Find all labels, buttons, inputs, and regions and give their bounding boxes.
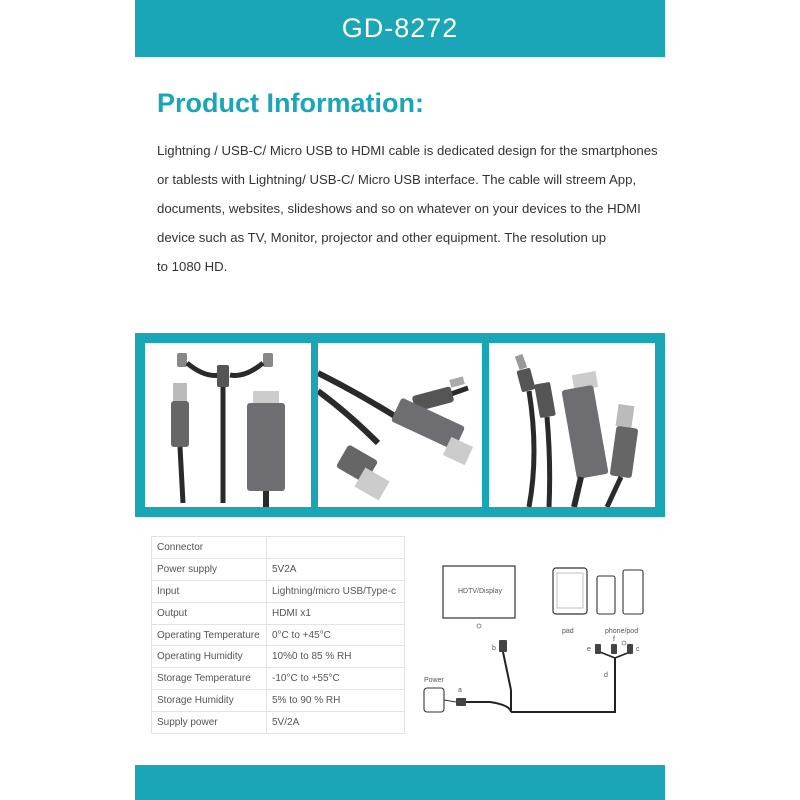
product-photo-2 [318, 343, 482, 507]
cable-hanging-image [145, 343, 311, 507]
power-label: Power [424, 677, 444, 684]
description-line: to 1080 HD. [157, 259, 228, 274]
header-bar [135, 0, 665, 57]
footer-bar [135, 765, 665, 800]
spec-value: 5% to 90 % RH [267, 690, 405, 712]
tablet-icon [553, 568, 587, 614]
spec-label: Operating Humidity [152, 646, 267, 668]
product-photo-band [135, 333, 665, 517]
power-adapter-icon [424, 688, 444, 712]
spec-value: Lightning/micro USB/Type-c [267, 580, 405, 602]
product-photo-3 [489, 343, 655, 507]
table-row [152, 537, 405, 559]
cable-diagonal-image [318, 343, 482, 507]
model-title: GD-8272 [341, 13, 459, 43]
spec-value: 0°C to +45°C [267, 624, 405, 646]
spec-value: 5V2A [267, 558, 405, 580]
spec-label: Input [152, 580, 267, 602]
marker-d: d [604, 672, 608, 679]
spec-value: -10°C to +55°C [267, 668, 405, 690]
product-photo-1 [145, 343, 311, 507]
spec-label: Supply power [152, 712, 267, 734]
spec-value: 10%0 to 85 % RH [267, 646, 405, 668]
pad-label: pad [562, 628, 574, 635]
table-row [152, 580, 405, 602]
table-row [152, 558, 405, 580]
phone-label: phone/pod [605, 628, 639, 635]
description-line: or tablests with Lightning/ USB-C/ Micro USB interface. The cable will streem App, [157, 172, 637, 187]
table-row [152, 668, 405, 690]
spec-value [267, 537, 405, 559]
spec-label: Storage Humidity [152, 690, 267, 712]
spec-value: 5V/2A [267, 712, 405, 734]
phone-icon [623, 570, 643, 614]
cable-connectors-image [489, 343, 655, 507]
description-line: documents, websites, slideshows and so on whatever on your devices to the HDMI [157, 201, 641, 216]
table-row [152, 712, 405, 734]
spec-table [151, 536, 405, 734]
product-description [157, 136, 657, 281]
table-row [152, 624, 405, 646]
spec-label: Output [152, 602, 267, 624]
marker-c: c [636, 646, 640, 653]
table-row [152, 690, 405, 712]
table-row [152, 602, 405, 624]
display-label: HDTV/Display [458, 588, 502, 595]
marker-b: b [492, 645, 496, 652]
marker-f: f [613, 636, 615, 643]
table-row [152, 646, 405, 668]
section-title: Product Information: [157, 88, 424, 118]
connection-diagram-svg [410, 540, 665, 750]
spec-value: HDMI x1 [267, 602, 405, 624]
description-line: device such as TV, Monitor, projector and other equipment. The resolution up [157, 230, 607, 245]
connection-diagram [410, 540, 665, 750]
spec-label: Storage Temperature [152, 668, 267, 690]
spec-label: Operating Temperature [152, 624, 267, 646]
marker-e: e [587, 646, 591, 653]
marker-a: a [458, 687, 462, 694]
spec-label: Power supply [152, 558, 267, 580]
spec-label: Connector [152, 537, 267, 559]
phone-icon [597, 576, 615, 614]
description-line: Lightning / USB-C/ Micro USB to HDMI cable is dedicated design for the smartphones [157, 143, 658, 158]
